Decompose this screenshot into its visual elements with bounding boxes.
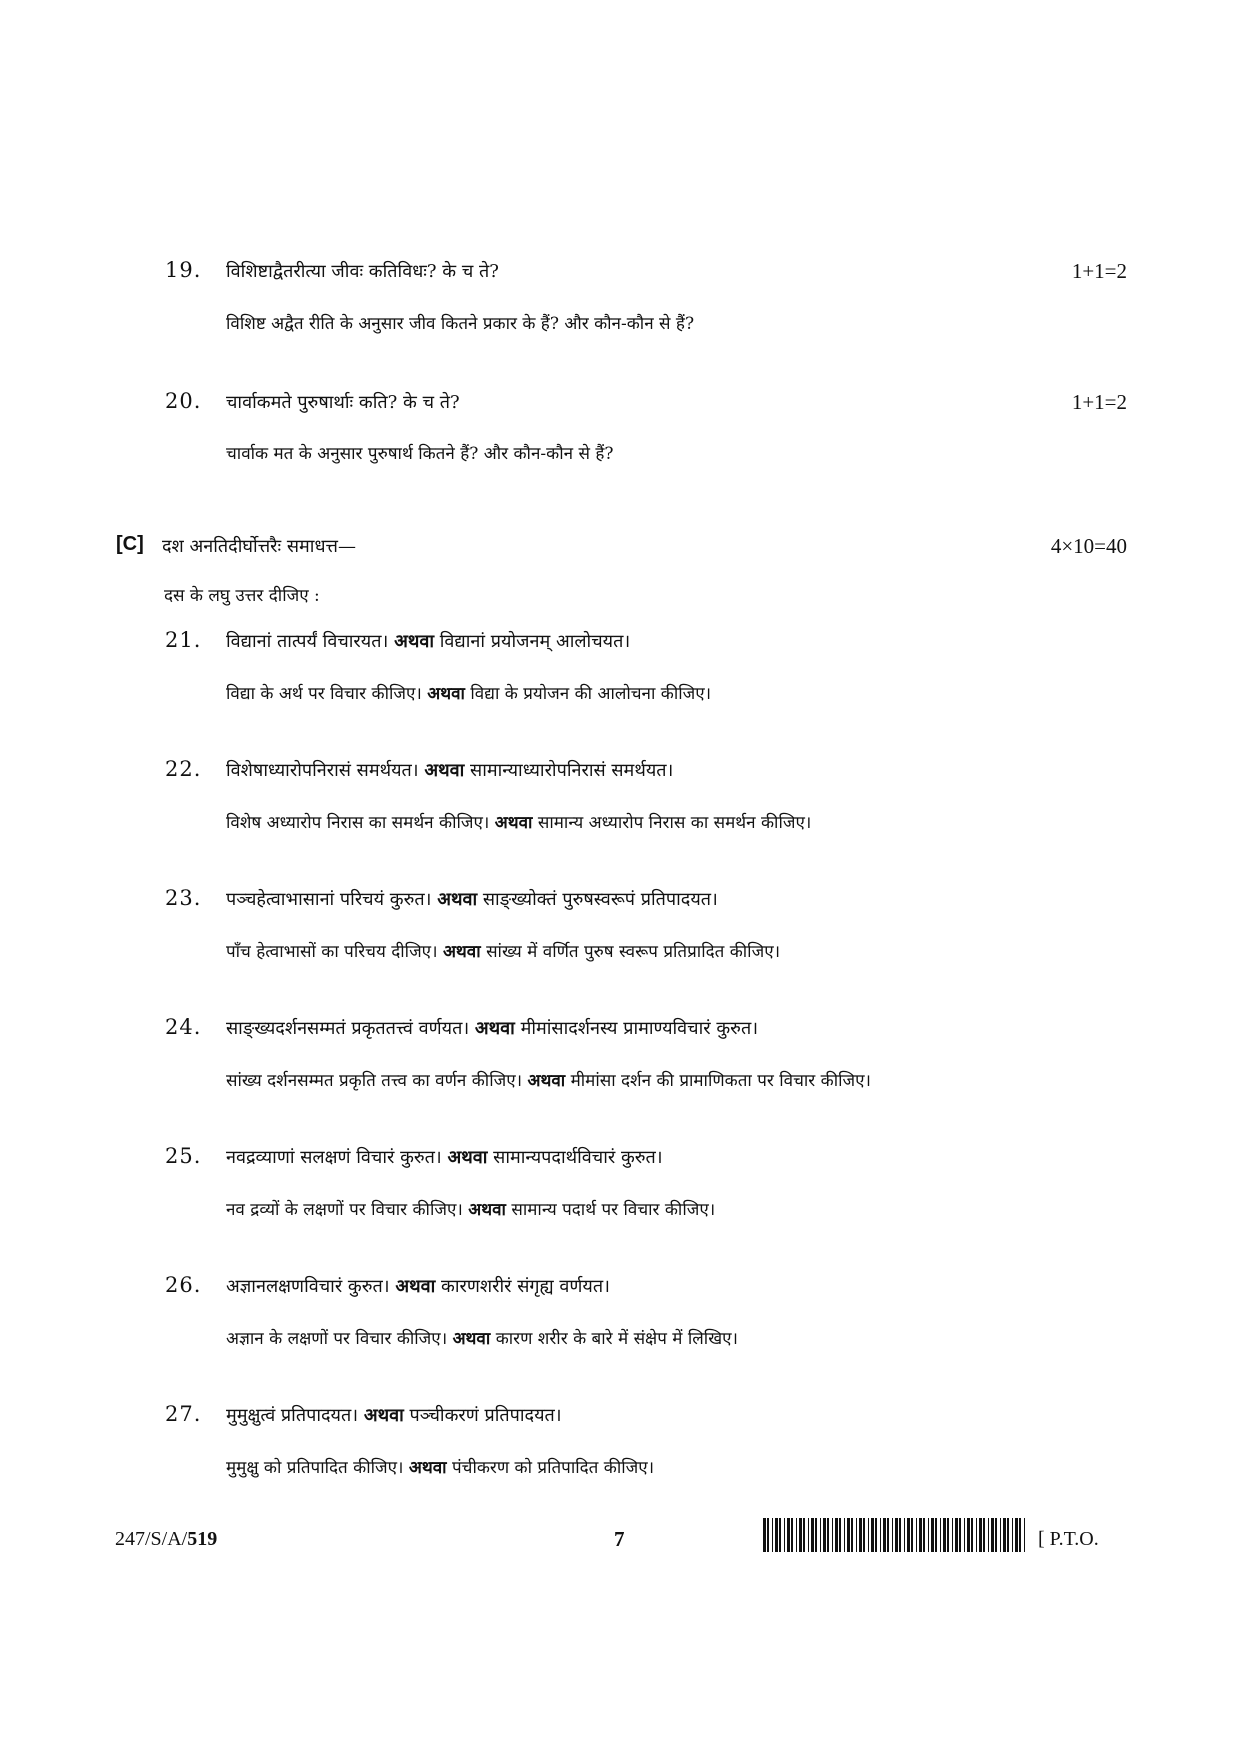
question-hindi [226,1068,871,1091]
option-a-sanskrit: विद्यानां तात्पर्यं विचारयत। [226,631,389,652]
pto-label: [ P.T.O. [1038,1528,1099,1550]
question-number: 27. [165,1402,202,1426]
or-word: अथवा [468,1200,506,1220]
option-b-sanskrit: कारणशरीरं संगृह्य वर्णयत। [441,1276,610,1297]
question-hindi [226,1455,654,1478]
or-word: अथवा [395,1276,436,1297]
option-a-sanskrit: मुमुक्षुत्वं प्रतिपादयत। [226,1405,359,1426]
section-instruction-hindi: दस के लघु उत्तर दीजिए : [164,586,320,606]
option-b-sanskrit: पञ्चीकरणं प्रतिपादयत। [409,1405,562,1426]
option-b-hindi: कारण शरीर के बारे में संक्षेप में लिखिए। [495,1329,738,1349]
question-number: 20. [165,389,202,413]
option-a-sanskrit: पञ्चहेत्वाभासानां परिचयं कुरुत। [226,889,432,910]
option-a-hindi: नव द्रव्यों के लक्षणों पर विचार कीजिए। [226,1200,463,1220]
or-word: अथवा [442,942,481,962]
paper-code-number: 519 [187,1528,218,1550]
or-word: अथवा [427,684,465,704]
or-word: अथवा [363,1405,404,1426]
question-sanskrit [226,1403,562,1427]
paper-code [115,1528,217,1551]
question-number: 19. [165,258,202,282]
option-a-hindi: सांख्य दर्शनसम्मत प्रकृति तत्त्व का वर्णन कीजिए। [226,1071,523,1091]
option-b-sanskrit: सामान्याध्यारोपनिरासं समर्थयत। [470,760,674,781]
question-hindi [226,1197,715,1220]
option-b-hindi: मीमांसा दर्शन की प्रामाणिकता पर विचार कीजिए। [570,1071,871,1091]
question-number: 23. [165,886,202,910]
section-instruction: दश अनतिदीर्घोत्तरैः समाधत्त— [162,536,356,557]
question-hindi [226,810,811,833]
question-hindi [226,939,780,962]
or-word: अथवा [447,1147,488,1168]
option-a-hindi: विद्या के अर्थ पर विचार कीजिए। [226,684,422,704]
option-b-hindi: विद्या के प्रयोजन की आलोचना कीजिए। [470,684,712,704]
option-b-sanskrit: विद्यानां प्रयोजनम् आलोचयत। [439,631,631,652]
option-b-hindi: सांख्य में वर्णित पुरुष स्वरूप प्रतिप्रादित कीजिए। [486,942,781,962]
option-b-sanskrit: मीमांसादर्शनस्य प्रामाण्यविचारं कुरुत। [520,1018,759,1039]
question-number: 26. [165,1273,202,1297]
question-sanskrit: विशिष्टाद्वैतरीत्या जीवः कतिविधः? के च ते? [226,261,499,282]
option-a-hindi: विशेष अध्यारोप निरास का समर्थन कीजिए। [226,813,490,833]
question-marks: 1+1=2 [1071,390,1127,414]
or-word: अथवा [394,631,434,652]
question-sanskrit [226,1016,758,1040]
option-a-sanskrit: नवद्रव्याणां सलक्षणं विचारं कुरुत। [226,1147,442,1168]
option-a-sanskrit: विशेषाध्यारोपनिरासं समर्थयत। [226,760,419,781]
question-sanskrit [226,629,630,653]
option-b-hindi: पंचीकरण को प्रतिपादित कीजिए। [452,1458,655,1478]
question-marks: 1+1=2 [1071,259,1127,283]
question-sanskrit [226,887,718,911]
question-hindi: चार्वाक मत के अनुसार पुरुषार्थ कितने हैं? और कौन-कौन से हैं? [226,444,614,464]
option-a-hindi: पाँच हेत्वाभासों का परिचय दीजिए। [226,942,438,962]
question-hindi [226,1326,738,1349]
question-sanskrit [226,1274,610,1298]
page-number: 7 [614,1527,625,1551]
or-word: अथवा [527,1071,566,1091]
or-word: अथवा [437,889,478,910]
or-word: अथवा [474,1018,515,1039]
section-marks: 4×10=40 [1050,534,1127,558]
option-b-hindi: सामान्य अध्यारोप निरास का समर्थन कीजिए। [537,813,812,833]
question-sanskrit [226,1145,663,1169]
question-hindi: विशिष्ट अद्वैत रीति के अनुसार जीव कितने प्रकार के हैं? और कौन-कौन से हैं? [226,314,695,334]
option-a-hindi: मुमुक्षु को प्रतिपादित कीजिए। [226,1458,404,1478]
option-a-sanskrit: अज्ञानलक्षणविचारं कुरुत। [226,1276,390,1297]
option-a-hindi: अज्ञान के लक्षणों पर विचार कीजिए। [226,1329,448,1349]
or-word: अथवा [494,813,533,833]
paper-code-prefix: 247/S/A/ [115,1528,188,1550]
or-word: अथवा [408,1458,447,1478]
option-b-sanskrit: साङ्ख्योक्तं पुरुषस्वरूपं प्रतिपादयत। [482,889,718,910]
question-hindi [226,681,711,704]
or-word: अथवा [424,760,465,781]
question-number: 21. [165,628,202,652]
option-b-sanskrit: सामान्यपदार्थविचारं कुरुत। [493,1147,663,1168]
question-sanskrit: चार्वाकमते पुरुषार्थाः कति? के च ते? [226,392,460,413]
question-number: 22. [165,757,202,781]
question-number: 25. [165,1144,202,1168]
question-sanskrit [226,758,673,782]
question-number: 24. [165,1015,202,1039]
or-word: अथवा [452,1329,491,1349]
option-b-hindi: सामान्य पदार्थ पर विचार कीजिए। [511,1200,716,1220]
section-label: [C] [116,533,144,555]
barcode-image [763,1518,1026,1552]
option-a-sanskrit: साङ्ख्यदर्शनसम्मतं प्रकृततत्त्वं वर्णयत। [226,1018,470,1039]
